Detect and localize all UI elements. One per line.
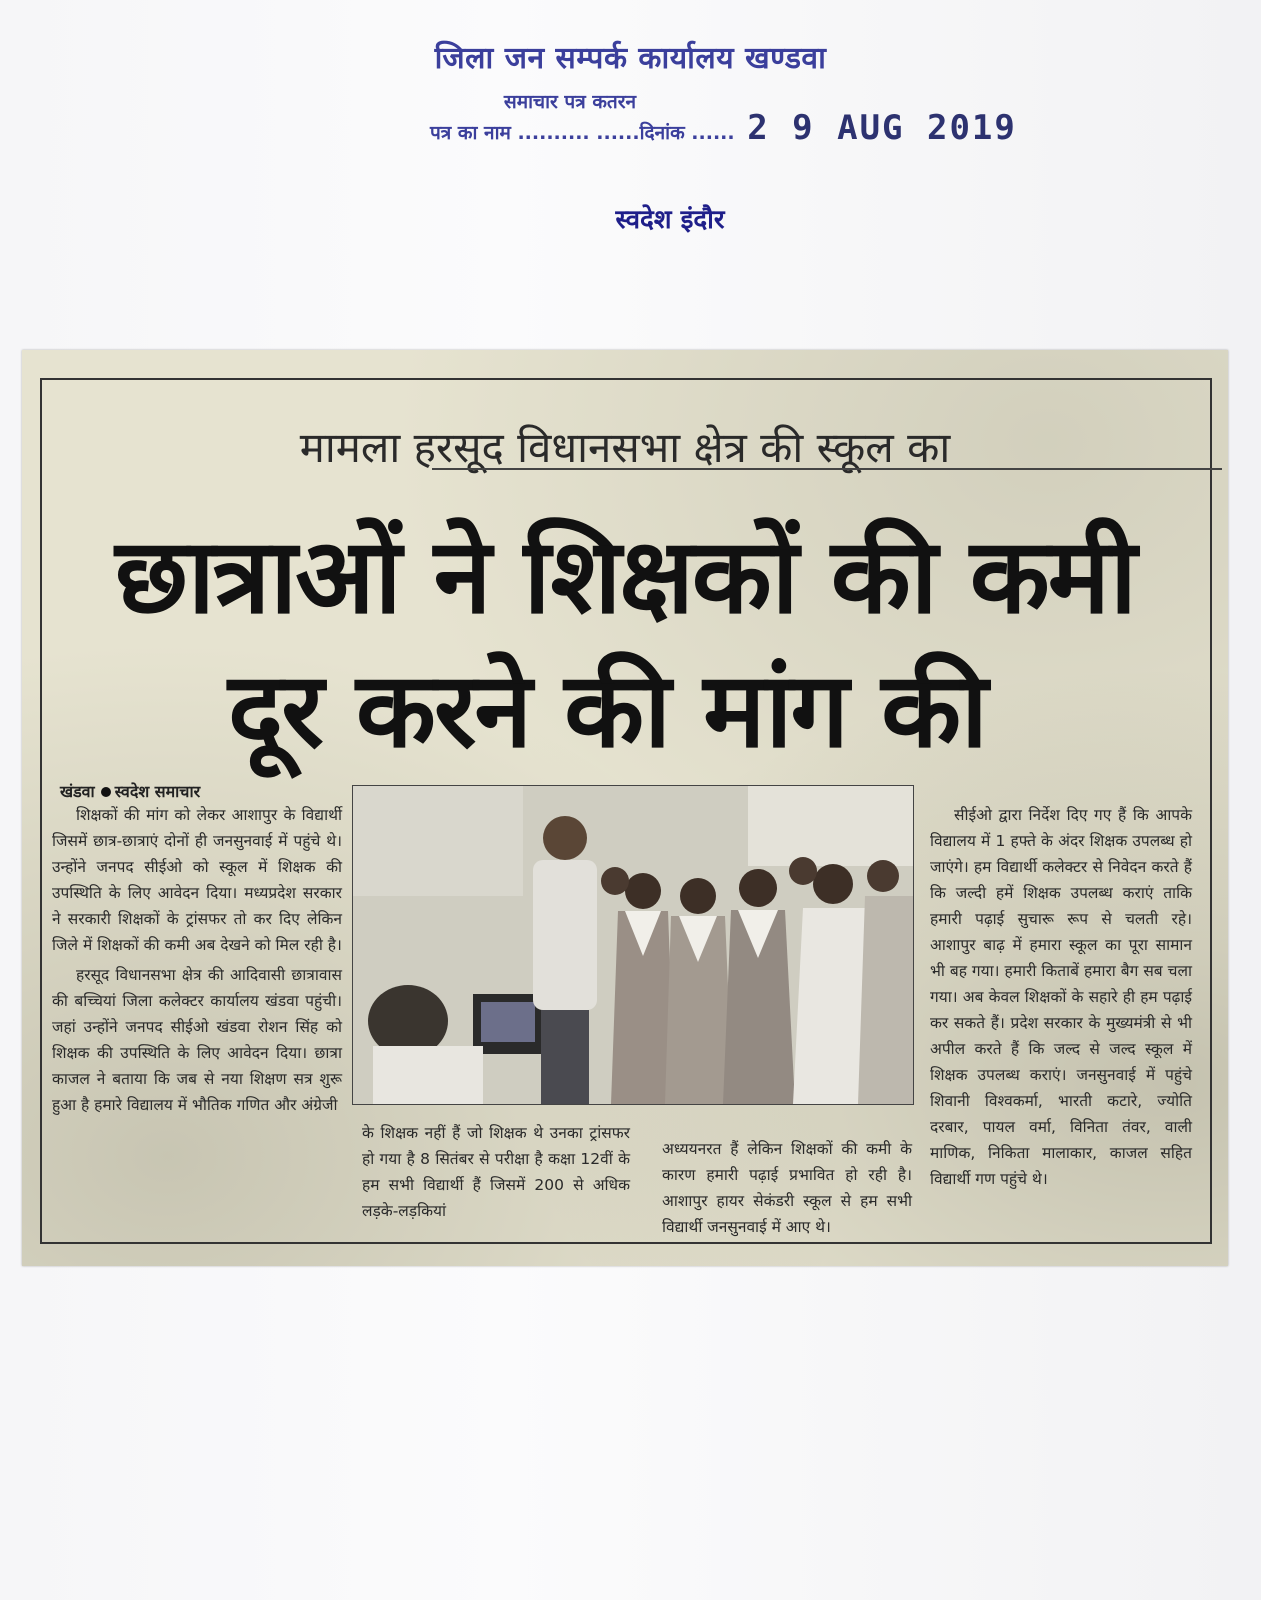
- article-column-1: [52, 802, 342, 1118]
- date-label: दिनांक: [639, 122, 685, 144]
- article-paragraph: हरसूद विधानसभा क्षेत्र की आदिवासी छात्रावास की बच्चियां जिला कलेक्टर कार्यालय खंडवा पहुंची। जहां उन्होंने जनपद सीईओ खंडवा रोशन सिंह को शिक्षक की उपस्थिति के लिए आवेदन दिया। छात्रा काजल ने बताया कि जब से नया शिक्षण सत्र शुरू हुआ है हमारे विद्यालय में भौतिक गणित और अंग्रेजी: [52, 966, 342, 1114]
- article-column-3: [662, 1136, 912, 1240]
- paper-name-label: पत्र का नाम ..........: [430, 122, 590, 144]
- article-paragraph: शिक्षकों की मांग को लेकर आशापुर के विद्यार्थी जिसमें छात्र-छात्राएं दोनों ही जनसुनवाई में पहुंचे थे। उन्होंने जनपद सीईओ को स्कूल में शिक्षक की उपस्थिति के लिए आवेदन दिया। मध्यप्रदेश सरकार ने सरकारी शिक्षकों के ट्रांसफर तो कर दिए लेकिन जिले में शिक्षकों की कमी अब देखने को मिल रही है।: [52, 806, 342, 954]
- headline-line-2: दूर करने की मांग की: [227, 649, 986, 771]
- dateline-source: स्वदेश समाचार: [114, 782, 201, 801]
- stamp-details-row: [430, 108, 1017, 148]
- bullet-icon: [101, 787, 111, 797]
- kicker-rule: [432, 468, 1222, 470]
- paper-name-dots: ......: [596, 122, 640, 144]
- date-dots: ......: [691, 122, 735, 144]
- news-photo: [352, 785, 914, 1105]
- article-column-4: [930, 802, 1192, 1192]
- stamp-date: 2 9 AUG 2019: [747, 108, 1017, 148]
- article-kicker: मामला हरसूद विधानसभा क्षेत्र की स्कूल का: [299, 423, 951, 472]
- dateline-place: खंडवा: [60, 782, 95, 801]
- article-column-2: [362, 1120, 630, 1224]
- office-stamp-title: जिला जन सम्पर्क कार्यालय खण्डवा: [434, 41, 827, 76]
- headline-line-1: छात्राओं ने शिक्षकों की कमी: [115, 515, 1135, 637]
- article-paragraph: अध्ययनरत हैं लेकिन शिक्षकों की कमी के कारण हमारी पढ़ाई प्रभावित हो रही है। आशापुर हायर सेकंडरी स्कूल से हम सभी विद्यार्थी जनसुनवाई में आए थे।: [662, 1140, 912, 1236]
- newspaper-name: स्वदेश इंदौर: [615, 205, 725, 235]
- newspaper-clipping: [22, 350, 1228, 1266]
- dateline: [60, 780, 200, 802]
- news-photo-illustration: [353, 786, 913, 1104]
- article-paragraph: के शिक्षक नहीं हैं जो शिक्षक थे उनका ट्रांसफर हो गया है 8 सितंबर से परीक्षा है कक्षा 12वीं के हम सभी विद्यार्थी हैं जिसमें 200 से अधिक लड़के-लड़कियां: [362, 1124, 630, 1220]
- clipping-label: समाचार पत्र कतरन: [503, 91, 637, 113]
- article-paragraph: सीईओ द्वारा निर्देश दिए गए हैं कि आपके विद्यालय में 1 हफ्ते के अंदर शिक्षक उपलब्ध हो जाएंगे। हम विद्यार्थी कलेक्टर से निवेदन करते हैं कि जल्दी हमें शिक्षक उपलब्ध कराएं ताकि हमारी पढ़ाई सुचारू रूप से चलती रहे। आशापुर बाढ़ में हमारा स्कूल का पूरा सामान भी बह गया। हमारी किताबें हमारा बैग सब चला गया। अब केवल शिक्षकों के सहारे ही हम पढ़ाई कर सकते हैं। प्रदेश सरकार के मुख्यमंत्री से भी अपील करते हैं कि जल्द से जल्द स्कूल में शिक्षक उपलब्ध कराएं। जनसुनवाई में पहुंचे शिवानी विश्वकर्मा, भारती कटारे, ज्योति दरबार, पायल वर्मा, विनिता तंवर, वाली माणिक, निकिता मालाकार, काजल सहित विद्यार्थी गण पहुंचे थे।: [930, 806, 1192, 1188]
